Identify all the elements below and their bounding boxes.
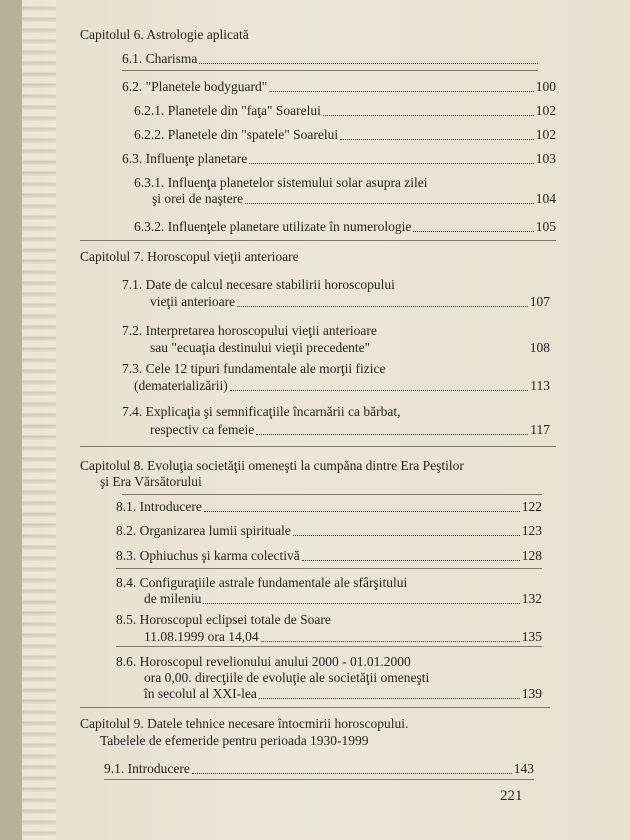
leader-dots bbox=[261, 641, 520, 642]
divider bbox=[116, 568, 542, 569]
toc-entry[interactable] bbox=[144, 685, 542, 702]
divider bbox=[80, 707, 550, 708]
divider bbox=[80, 240, 556, 241]
chapter-title: Capitolul 9. Datele tehnice necesare întocmirii horoscopului. bbox=[80, 716, 409, 731]
leader-dots bbox=[323, 115, 534, 116]
leader-dots bbox=[293, 535, 520, 536]
leader-dots bbox=[245, 203, 534, 204]
entry-title: 8.1. Introducere bbox=[116, 499, 202, 514]
chapter-title-continued: şi Era Vărsătorului bbox=[100, 474, 202, 489]
leader-dots bbox=[204, 511, 520, 512]
entry-title: 6.1. Charisma bbox=[122, 51, 198, 66]
toc-entry[interactable] bbox=[104, 760, 534, 777]
leader-dots bbox=[249, 163, 534, 164]
entry-title-continued: respectiv ca femeie bbox=[150, 422, 255, 437]
entry-title: 7.2. Interpretarea horoscopului vieţii anterioare bbox=[122, 323, 377, 338]
chapter-title: Capitolul 8. Evoluţia societăţii omeneşti la cumpăna dintre Era Peştilor bbox=[80, 458, 464, 473]
entry-page: 122 bbox=[521, 499, 542, 514]
entry-page: 104 bbox=[535, 191, 556, 206]
entry-page: 139 bbox=[521, 686, 542, 701]
toc-entry[interactable] bbox=[122, 50, 540, 67]
toc-entry[interactable] bbox=[122, 78, 556, 95]
leader-dots bbox=[302, 560, 520, 561]
toc-entry[interactable] bbox=[150, 421, 550, 438]
entry-title-continued: (dematerializării) bbox=[134, 378, 228, 393]
leader-dots bbox=[256, 434, 528, 435]
entry-title: 8.4. Configuraţiile astrale fundamentale ale sfârşitului bbox=[116, 575, 408, 590]
entry-page: 105 bbox=[535, 219, 556, 234]
divider bbox=[116, 646, 542, 647]
entry-page: 102 bbox=[535, 103, 556, 118]
entry-title-continued: în secolul al XXI-lea bbox=[144, 686, 257, 701]
divider bbox=[80, 446, 556, 447]
entry-page: 100 bbox=[535, 79, 556, 94]
toc-entry[interactable] bbox=[116, 522, 542, 539]
entry-page: 102 bbox=[535, 127, 556, 142]
toc-entry[interactable] bbox=[116, 547, 542, 564]
entry-title: 6.3. Influenţe planetare bbox=[122, 151, 248, 166]
entry-title: 8.6. Horoscopul revelionului anului 2000 - 01.01.2000 bbox=[116, 654, 411, 669]
entry-title: 6.3.1. Influenţa planetelor sistemului solar asupra zilei bbox=[134, 175, 428, 190]
toc-entry[interactable] bbox=[122, 150, 556, 167]
entry-title-continued: vieţii anterioare bbox=[150, 294, 236, 309]
toc-entry[interactable] bbox=[144, 628, 542, 645]
entry-page: 113 bbox=[530, 378, 550, 393]
entry-page: 107 bbox=[529, 294, 550, 309]
entry-title: 6.2. "Planetele bodyguard" bbox=[122, 79, 268, 94]
entry-page: 117 bbox=[530, 422, 550, 437]
entry-page: 108 bbox=[529, 340, 550, 355]
leader-dots bbox=[237, 306, 528, 307]
toc-entry[interactable] bbox=[152, 190, 556, 207]
toc-entry[interactable] bbox=[150, 339, 550, 356]
entry-title: 8.3. Ophiuchus şi karma colectivă bbox=[116, 548, 300, 563]
entry-title: 6.2.2. Planetele din "spatele" Soarelui bbox=[134, 127, 339, 142]
entry-title: 7.3. Cele 12 tipuri fundamentale ale morţii fizice bbox=[122, 361, 386, 376]
entry-page: 143 bbox=[513, 761, 534, 776]
divider bbox=[104, 779, 534, 780]
chapter-title: Capitolul 6. Astrologie aplicată bbox=[80, 27, 249, 42]
divider bbox=[122, 70, 538, 71]
page-number: 221 bbox=[500, 788, 523, 804]
entry-title: 7.4. Explicaţia şi semnificaţiile încarnării ca bărbat, bbox=[122, 404, 401, 419]
chapter-title-continued: Tabelele de efemeride pentru perioada 1930-1999 bbox=[100, 733, 369, 748]
toc-entry[interactable] bbox=[144, 590, 542, 607]
leader-dots bbox=[192, 773, 512, 774]
leader-dots bbox=[340, 139, 534, 140]
toc-entry[interactable] bbox=[134, 377, 550, 394]
entry-title: 6.2.1. Planetele din "faţa" Soarelui bbox=[134, 103, 321, 118]
leader-dots bbox=[259, 698, 520, 699]
toc-entry[interactable] bbox=[150, 293, 550, 310]
entry-page: 123 bbox=[521, 523, 542, 538]
entry-title: 8.2. Organizarea lumii spirituale bbox=[116, 523, 291, 538]
toc-entry[interactable] bbox=[116, 498, 542, 515]
entry-page: 135 bbox=[521, 629, 542, 644]
entry-title: 8.5. Horoscopul eclipsei totale de Soare bbox=[116, 612, 331, 627]
leader-dots bbox=[203, 603, 519, 604]
entry-title: 7.1. Date de calcul necesare stabilirii horoscopului bbox=[122, 277, 395, 292]
leader-dots bbox=[413, 231, 533, 232]
leader-dots bbox=[230, 390, 529, 391]
entry-page: 132 bbox=[521, 591, 542, 606]
entry-title-continued: ora 0,00. direcţiile de evoluţie ale societăţii omeneşti bbox=[144, 670, 430, 685]
entry-title-continued: 11.08.1999 ora 14,04 bbox=[144, 629, 259, 644]
divider bbox=[122, 494, 542, 495]
table-of-contents bbox=[22, 0, 630, 840]
leader-dots bbox=[199, 63, 538, 64]
entry-title-continued: de mileniu bbox=[144, 591, 202, 606]
entry-page: 103 bbox=[535, 151, 556, 166]
toc-entry[interactable] bbox=[134, 126, 556, 143]
entry-title-continued: sau "ecuaţia destinului vieţii precedente" bbox=[150, 340, 371, 355]
chapter-title: Capitolul 7. Horoscopul vieţii anterioare bbox=[80, 249, 299, 264]
entry-page: 128 bbox=[521, 548, 542, 563]
entry-title: 6.3.2. Influenţele planetare utilizate în numerologie bbox=[134, 219, 412, 234]
entry-title-continued: şi orei de naştere bbox=[152, 191, 244, 206]
toc-entry[interactable] bbox=[134, 218, 556, 235]
leader-dots bbox=[269, 91, 534, 92]
book-page bbox=[22, 0, 630, 840]
toc-entry[interactable] bbox=[134, 102, 556, 119]
entry-title: 9.1. Introducere bbox=[104, 761, 190, 776]
